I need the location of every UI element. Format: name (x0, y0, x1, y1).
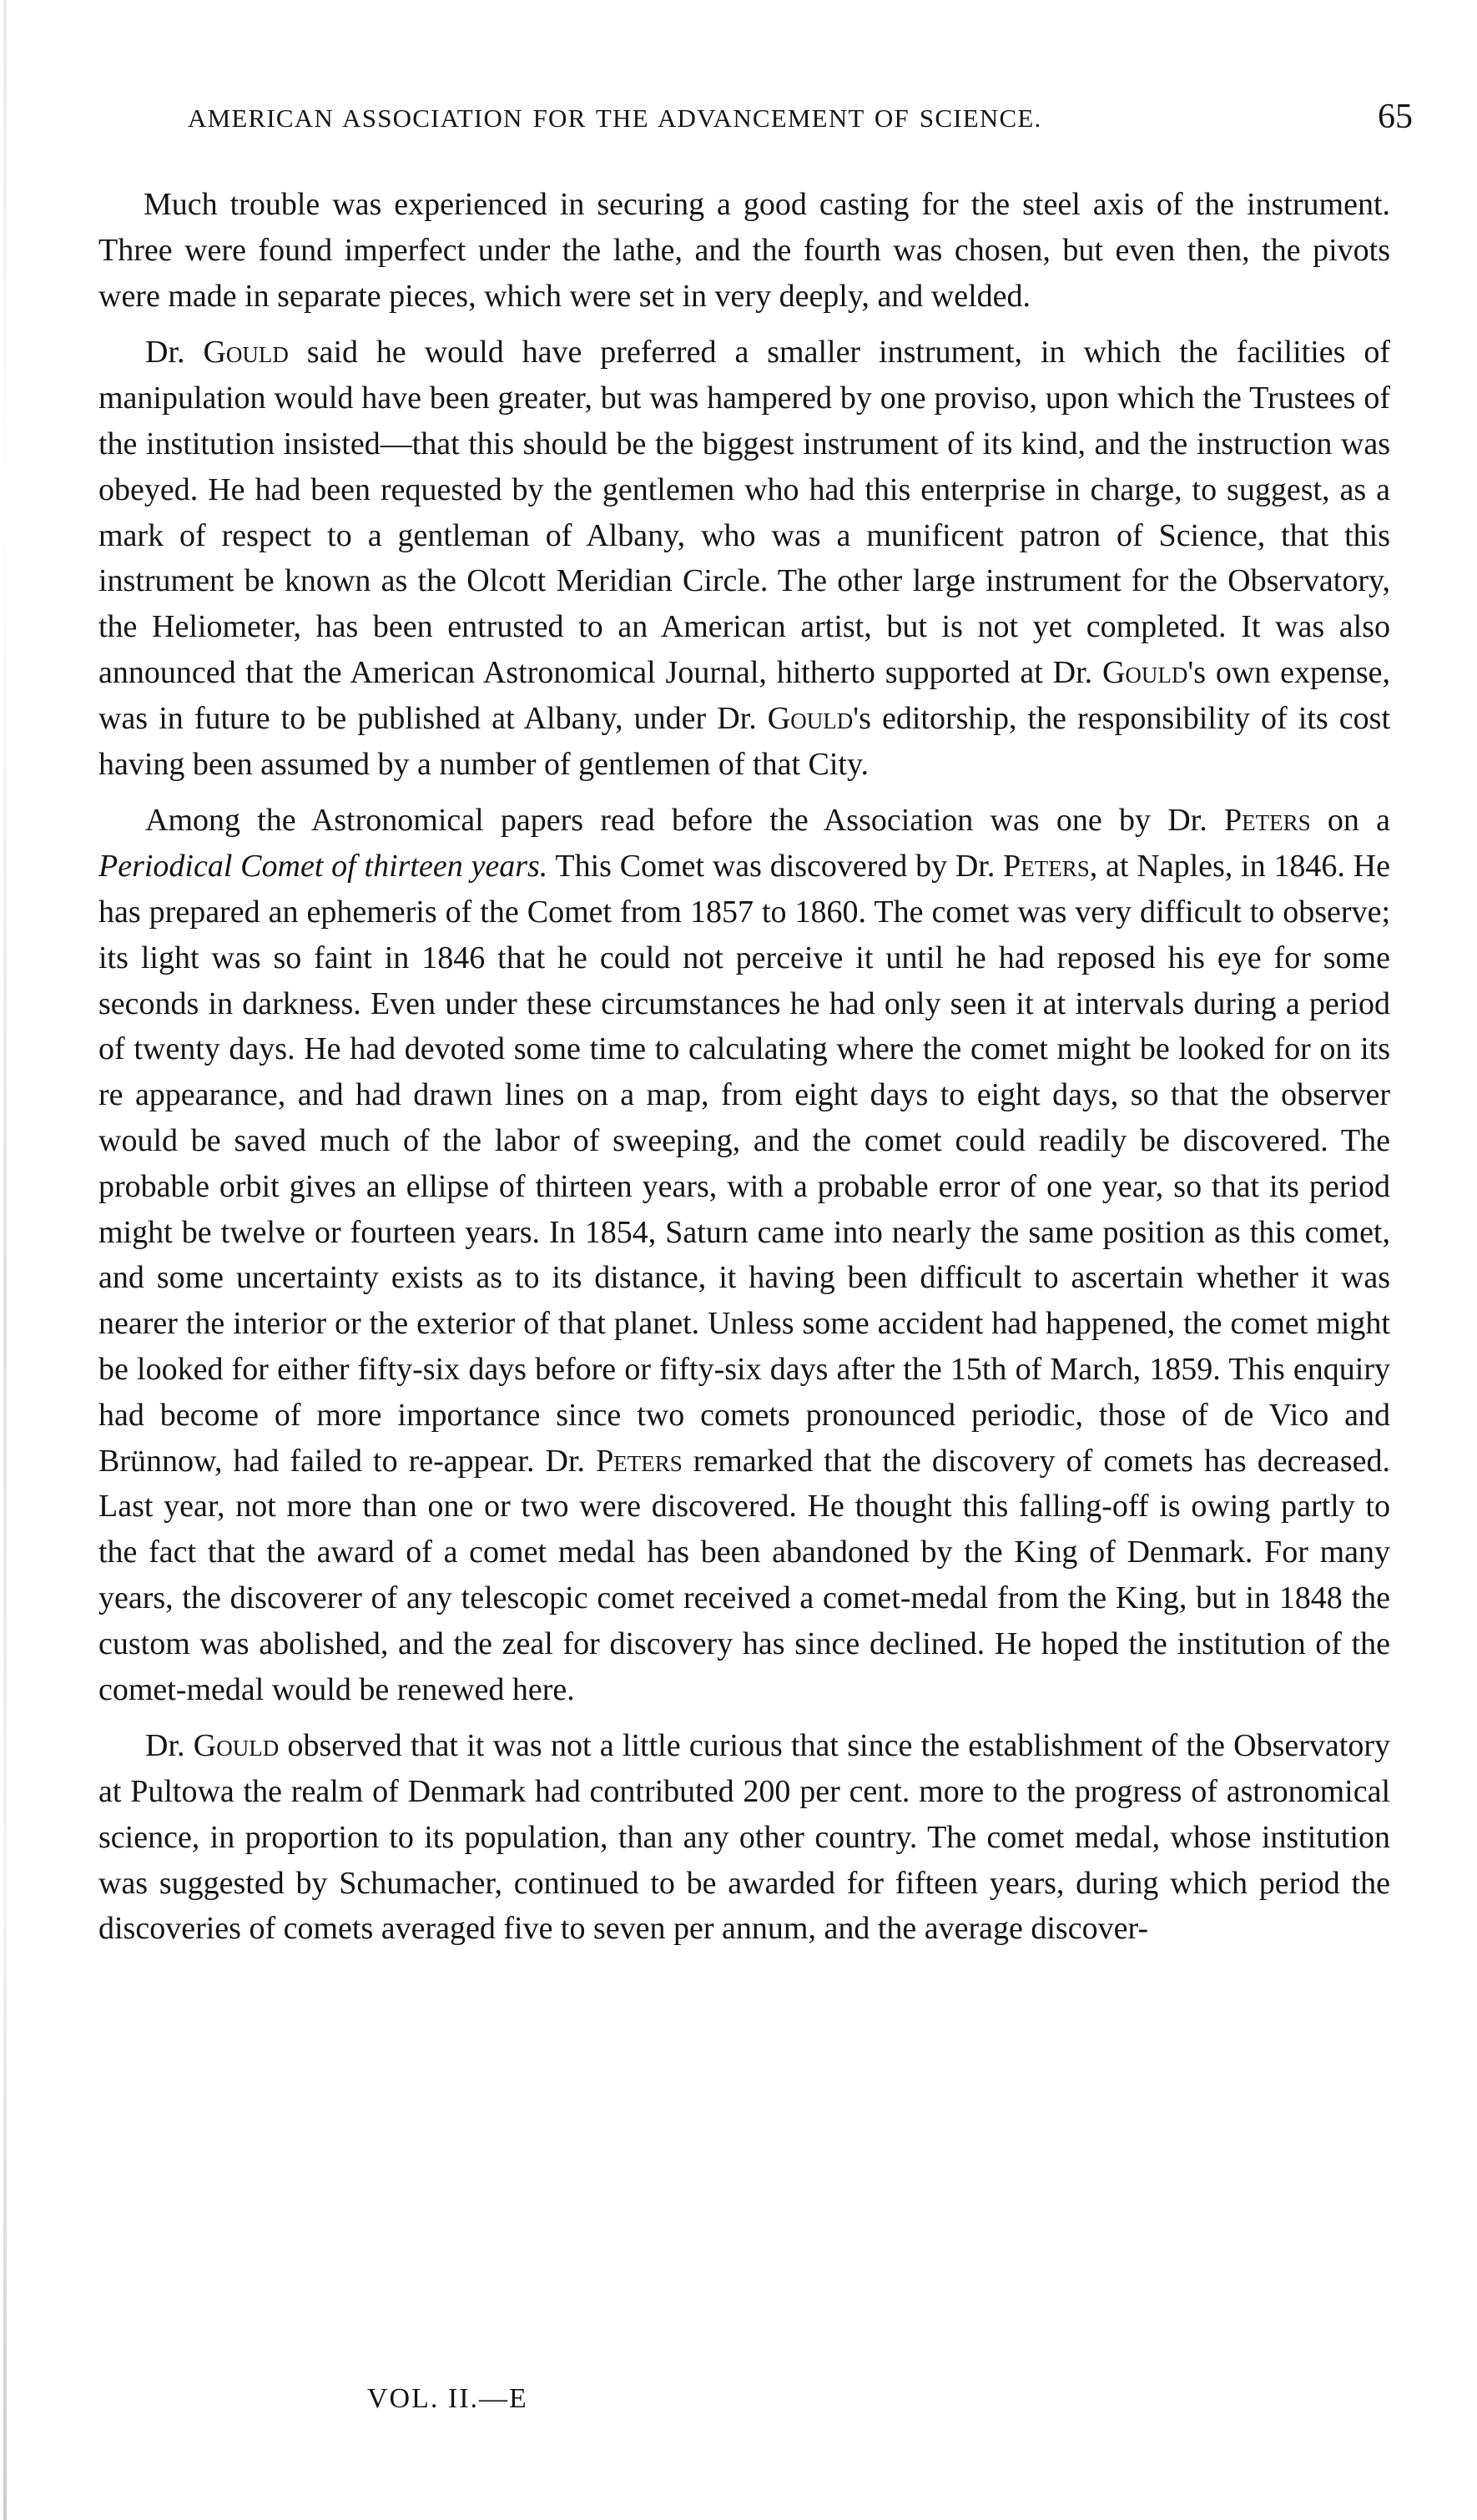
person-name-gould: Gould (767, 700, 854, 736)
text-run: Among the Astronomical papers read before the Association was one by Dr. (145, 803, 1224, 839)
person-name-gould: Gould (203, 335, 289, 370)
page-number: 65 (1378, 98, 1413, 136)
paragraph-denmark-comets (98, 1723, 1390, 1952)
person-name-peters: Peters (1223, 803, 1311, 839)
text-run: said he would have preferred a smaller instrument, in which the facilities of manipulation would have been greater, but was hampered by one proviso, upon which the Trustees of the institution insisted—that this should be the biggest instrument of its kind, and the instruction was obeyed. He had been requested by the gentlemen who had this enterprise in charge, to suggest, as a mark of respect to a gentleman of Albany, who was a munificent patron of Science, that this instrument be known as the Olcott Meridian Circle. The other large instrument for the Observatory, the Heliometer, has been entrusted to an American artist, but is not yet completed. It was also announced that the American Astronomical Journal, hitherto supported at Dr. (98, 335, 1390, 690)
text-run: observed that it was not a little curious that since the establishment of the Observatory at Pultowa the realm of Denmark had contributed 200 per cent. more to the progress of astronomical science, in proportion to its population, than any other country. The comet medal, whose institution was suggested by Schumacher, continued to be awarded for fifteen years, during which period the discoveries of comets averaged five to seven per annum, and the average discover- (98, 1728, 1391, 1947)
article-body (98, 182, 1390, 2376)
paper-title: Periodical Comet of thirteen years. (98, 849, 548, 885)
person-name-gould: Gould (1101, 654, 1188, 690)
text-run: Dr. (145, 1728, 194, 1764)
text-run: This Comet was discovered by Dr. (547, 849, 1004, 885)
person-name-peters: Peters (1003, 849, 1090, 885)
text-run: 's own expense, was in future to be published at Albany, under Dr. (98, 654, 1390, 736)
paragraph-periodical-comet (98, 798, 1390, 1712)
volume-signature: VOL. II.—E (367, 2383, 528, 2414)
text-run: remarked that the discovery of comets has decreased. Last year, not more than one or two were discovered. He thought this falling-off is owing partly to the fact that the award of a comet medal has been abandoned by the King of Denmark. For many years, the discoverer of any telescopic comet received a comet-medal from the King, but in 1848 the custom was abolished, and the zeal for discovery has since declined. He hoped the institution of the comet-medal would be renewed here. (98, 1443, 1390, 1707)
person-name-gould: Gould (193, 1728, 280, 1764)
page-edge-shadow (3, 0, 7, 2520)
text-run: 's editorship, the responsibility of its cost having been assumed by a number of gentlemen of that City. (98, 700, 1391, 782)
paragraph-gould-instrument (98, 330, 1390, 787)
running-header (171, 98, 1423, 139)
running-title: AMERICAN ASSOCIATION FOR THE ADVANCEMENT OF SCIENCE. (188, 103, 1042, 133)
text-run: , at Naples, in 1846. He has prepared an ephemeris of the Comet from 1857 to 1860. The comet was very difficult to observe; its light was so faint in 1846 that he could not perceive it until he had reposed his eye for some seconds in darkness. Even under these circumstances he had only seen it at intervals during a period of twenty days. He had devoted some time to calculating where the comet might be looked for on its re appearance, and had drawn lines on a map, from eight days to eight days, so that the observer would be saved much of the labor of sweeping, and the comet could readily be discovered. The probable orbit gives an ellipse of thirteen years, with a probable error of one year, so that its period might be twelve or fourteen years. In 1854, Saturn came into nearly the same position as this comet, and some uncertainty exists as to its distance, it having been difficult to ascertain whether it was nearer the interior or the exterior of that planet. Unless some accident had happened, the comet might be looked for either fifty-six days before or fifty-six days after the 15th of March, 1859. This enquiry had become of more importance since two comets pronounced periodic, those of de Vico and Brünnow, had failed to re-appear. Dr. (98, 849, 1390, 1479)
person-name-peters: Peters (596, 1443, 683, 1479)
text-run: Dr. (145, 335, 204, 370)
paragraph-steel-axis: Much trouble was experienced in securing a good casting for the steel axis of the instrument. Three were found imperfect under the lathe, and the fourth was chosen, but even then, the pivots were made in separate pieces, which were set in very deeply, and welded. (98, 187, 1390, 314)
text-run: on a (1310, 803, 1390, 839)
